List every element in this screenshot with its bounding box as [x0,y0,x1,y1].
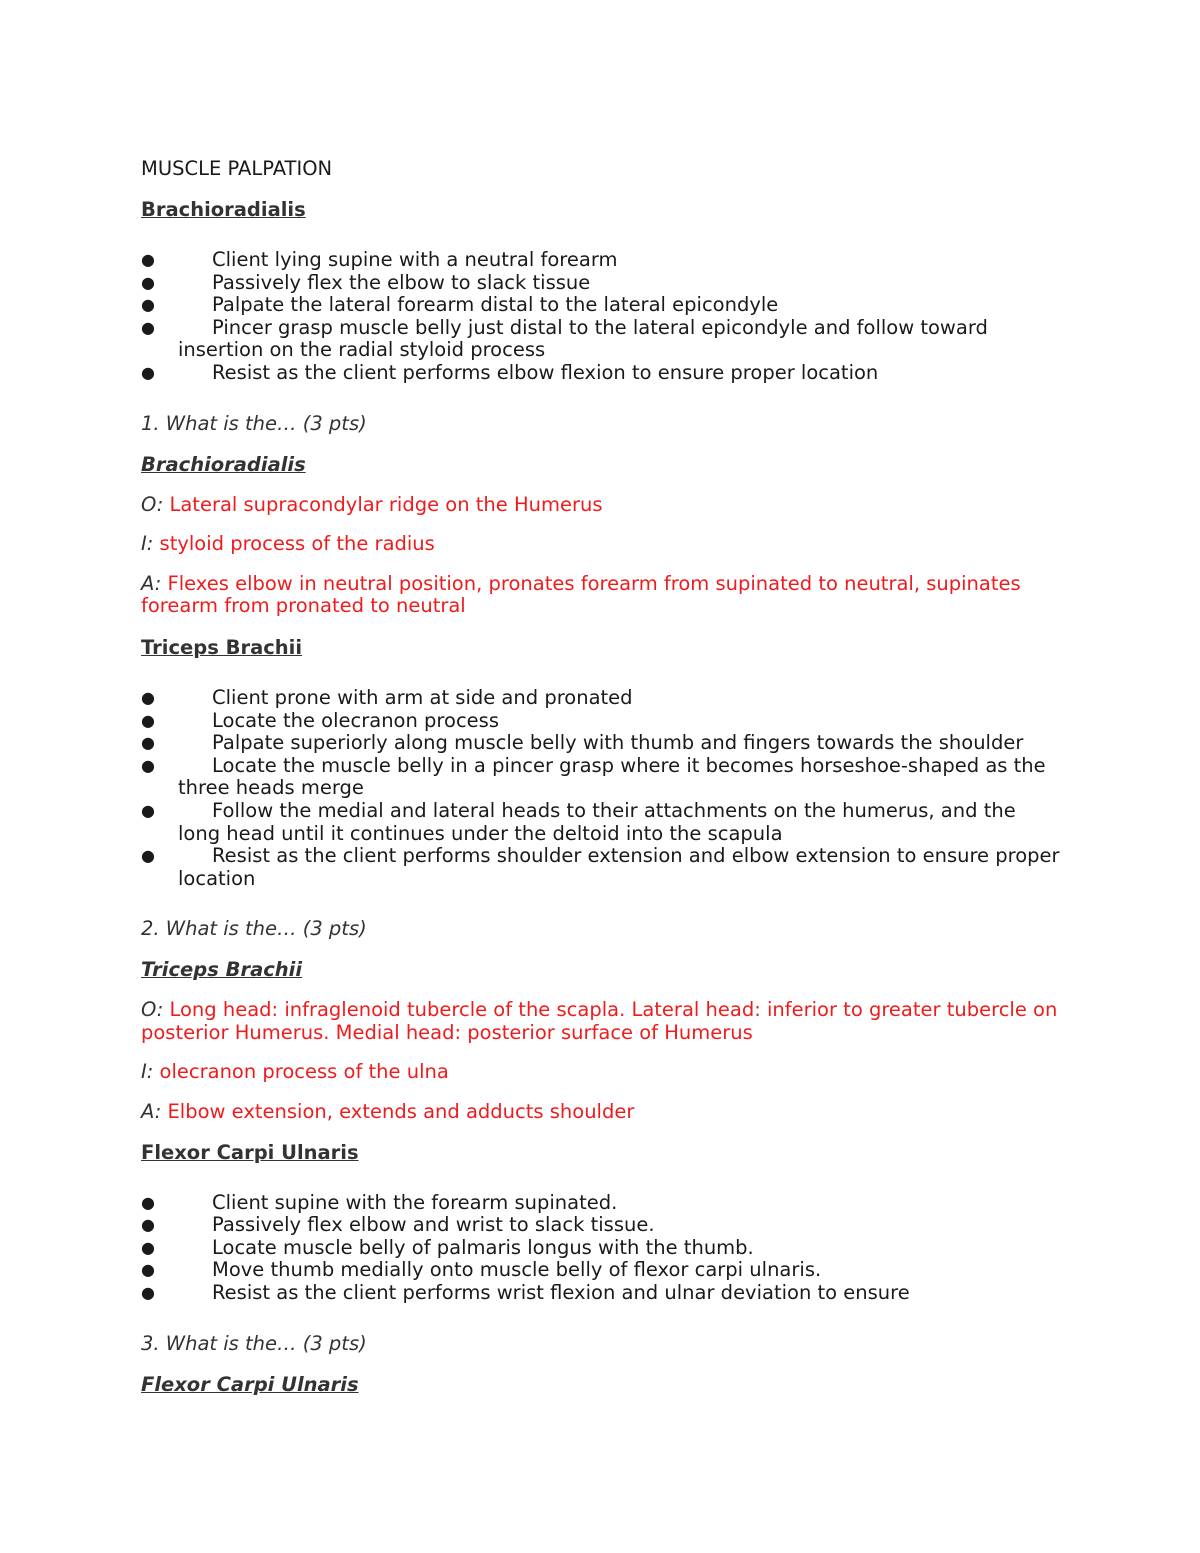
list-item: ● Passively flex elbow and wrist to slack tissue. [141,1213,655,1237]
list-item: ● Resist as the client performs elbow flexion to ensure proper location [141,360,879,384]
document-page [141,157,1061,1397]
list-item: ● Follow the medial and lateral heads to their attachments on the humerus, and the long head until it continues under the deltoid into the scapula [141,798,1016,845]
bullet-icon: ● [141,362,155,382]
bullet-icon: ● [141,272,155,292]
list-item: ● Client supine with the forearm supinated. [141,1190,618,1214]
bullet-icon: ● [141,1215,155,1235]
list-item: ● Client prone with arm at side and pronated [141,685,633,709]
origin-answer: O: Lateral supracondylar ridge on the Humerus [141,492,603,516]
page-title: MUSCLE PALPATION [141,157,333,180]
bullet-icon: ● [141,733,155,753]
steps-list [141,687,1061,890]
bullet-icon: ● [141,1192,155,1212]
list-item: ● Resist as the client performs wrist flexion and ulnar deviation to ensure [141,1281,910,1305]
list-item: ● Pincer grasp muscle belly just distal to the lateral epicondyle and follow toward insertion on the radial styloid process [141,315,988,362]
list-item: ● Palpate the lateral forearm distal to the lateral epicondyle [141,293,779,317]
section-heading: Triceps Brachii [141,635,303,659]
answer-heading: Triceps Brachii [141,958,303,982]
list-item: ● Passively flex the elbow to slack tissue [141,270,591,294]
question: 2. What is the… (3 pts) [141,917,367,941]
bullet-icon: ● [141,295,155,315]
action-answer: A: Elbow extension, extends and adducts shoulder [141,1100,635,1124]
list-item: ● Locate the olecranon process [141,708,499,732]
bullet-icon: ● [141,755,155,775]
bullet-icon: ● [141,250,155,269]
list-item: ● Locate the muscle belly in a pincer grasp where it becomes horseshoe-shaped as the three heads merge [141,753,1046,800]
bullet-icon: ● [141,1260,155,1280]
bullet-icon: ● [141,710,155,730]
list-item: ● Locate muscle belly of palmaris longus with the thumb. [141,1235,754,1259]
question: 3. What is the… (3 pts) [141,1331,367,1355]
bullet-icon: ● [141,1237,155,1257]
bullet-icon: ● [141,317,155,337]
origin-answer: O: Long head: infraglenoid tubercle of the scapla. Lateral head: inferior to greater tubercle on posterior Humerus. Medial head: posterior surface of Humerus [141,998,1058,1044]
bullet-icon: ● [141,800,155,820]
answer-heading: Flexor Carpi Ulnaris [141,1372,359,1396]
steps-list [141,1192,1061,1305]
action-answer: A: Flexes elbow in neutral position, pronates forearm from supinated to neutral, supinates forearm from pronated to neutral [141,571,1021,618]
question: 1. What is the… (3 pts) [141,411,367,435]
section-heading: Flexor Carpi Ulnaris [141,1140,359,1164]
list-item: ● Client lying supine with a neutral forearm [141,248,618,271]
section-heading: Brachioradialis [141,198,306,221]
bullet-icon: ● [141,1283,155,1303]
answer-heading: Brachioradialis [141,452,306,476]
bullet-icon: ● [141,687,155,707]
list-item: ● Resist as the client performs shoulder extension and elbow extension to ensure proper location [141,844,1060,890]
insertion-answer: I: styloid process of the radius [141,532,435,556]
list-item: ● Move thumb medially onto muscle belly of flexor carpi ulnaris. [141,1258,822,1282]
bullet-icon: ● [141,846,155,866]
insertion-answer: I: olecranon process of the ulna [141,1060,449,1084]
steps-list [141,249,1061,385]
list-item: ● Palpate superiorly along muscle belly with thumb and fingers towards the shoulder [141,731,1024,755]
